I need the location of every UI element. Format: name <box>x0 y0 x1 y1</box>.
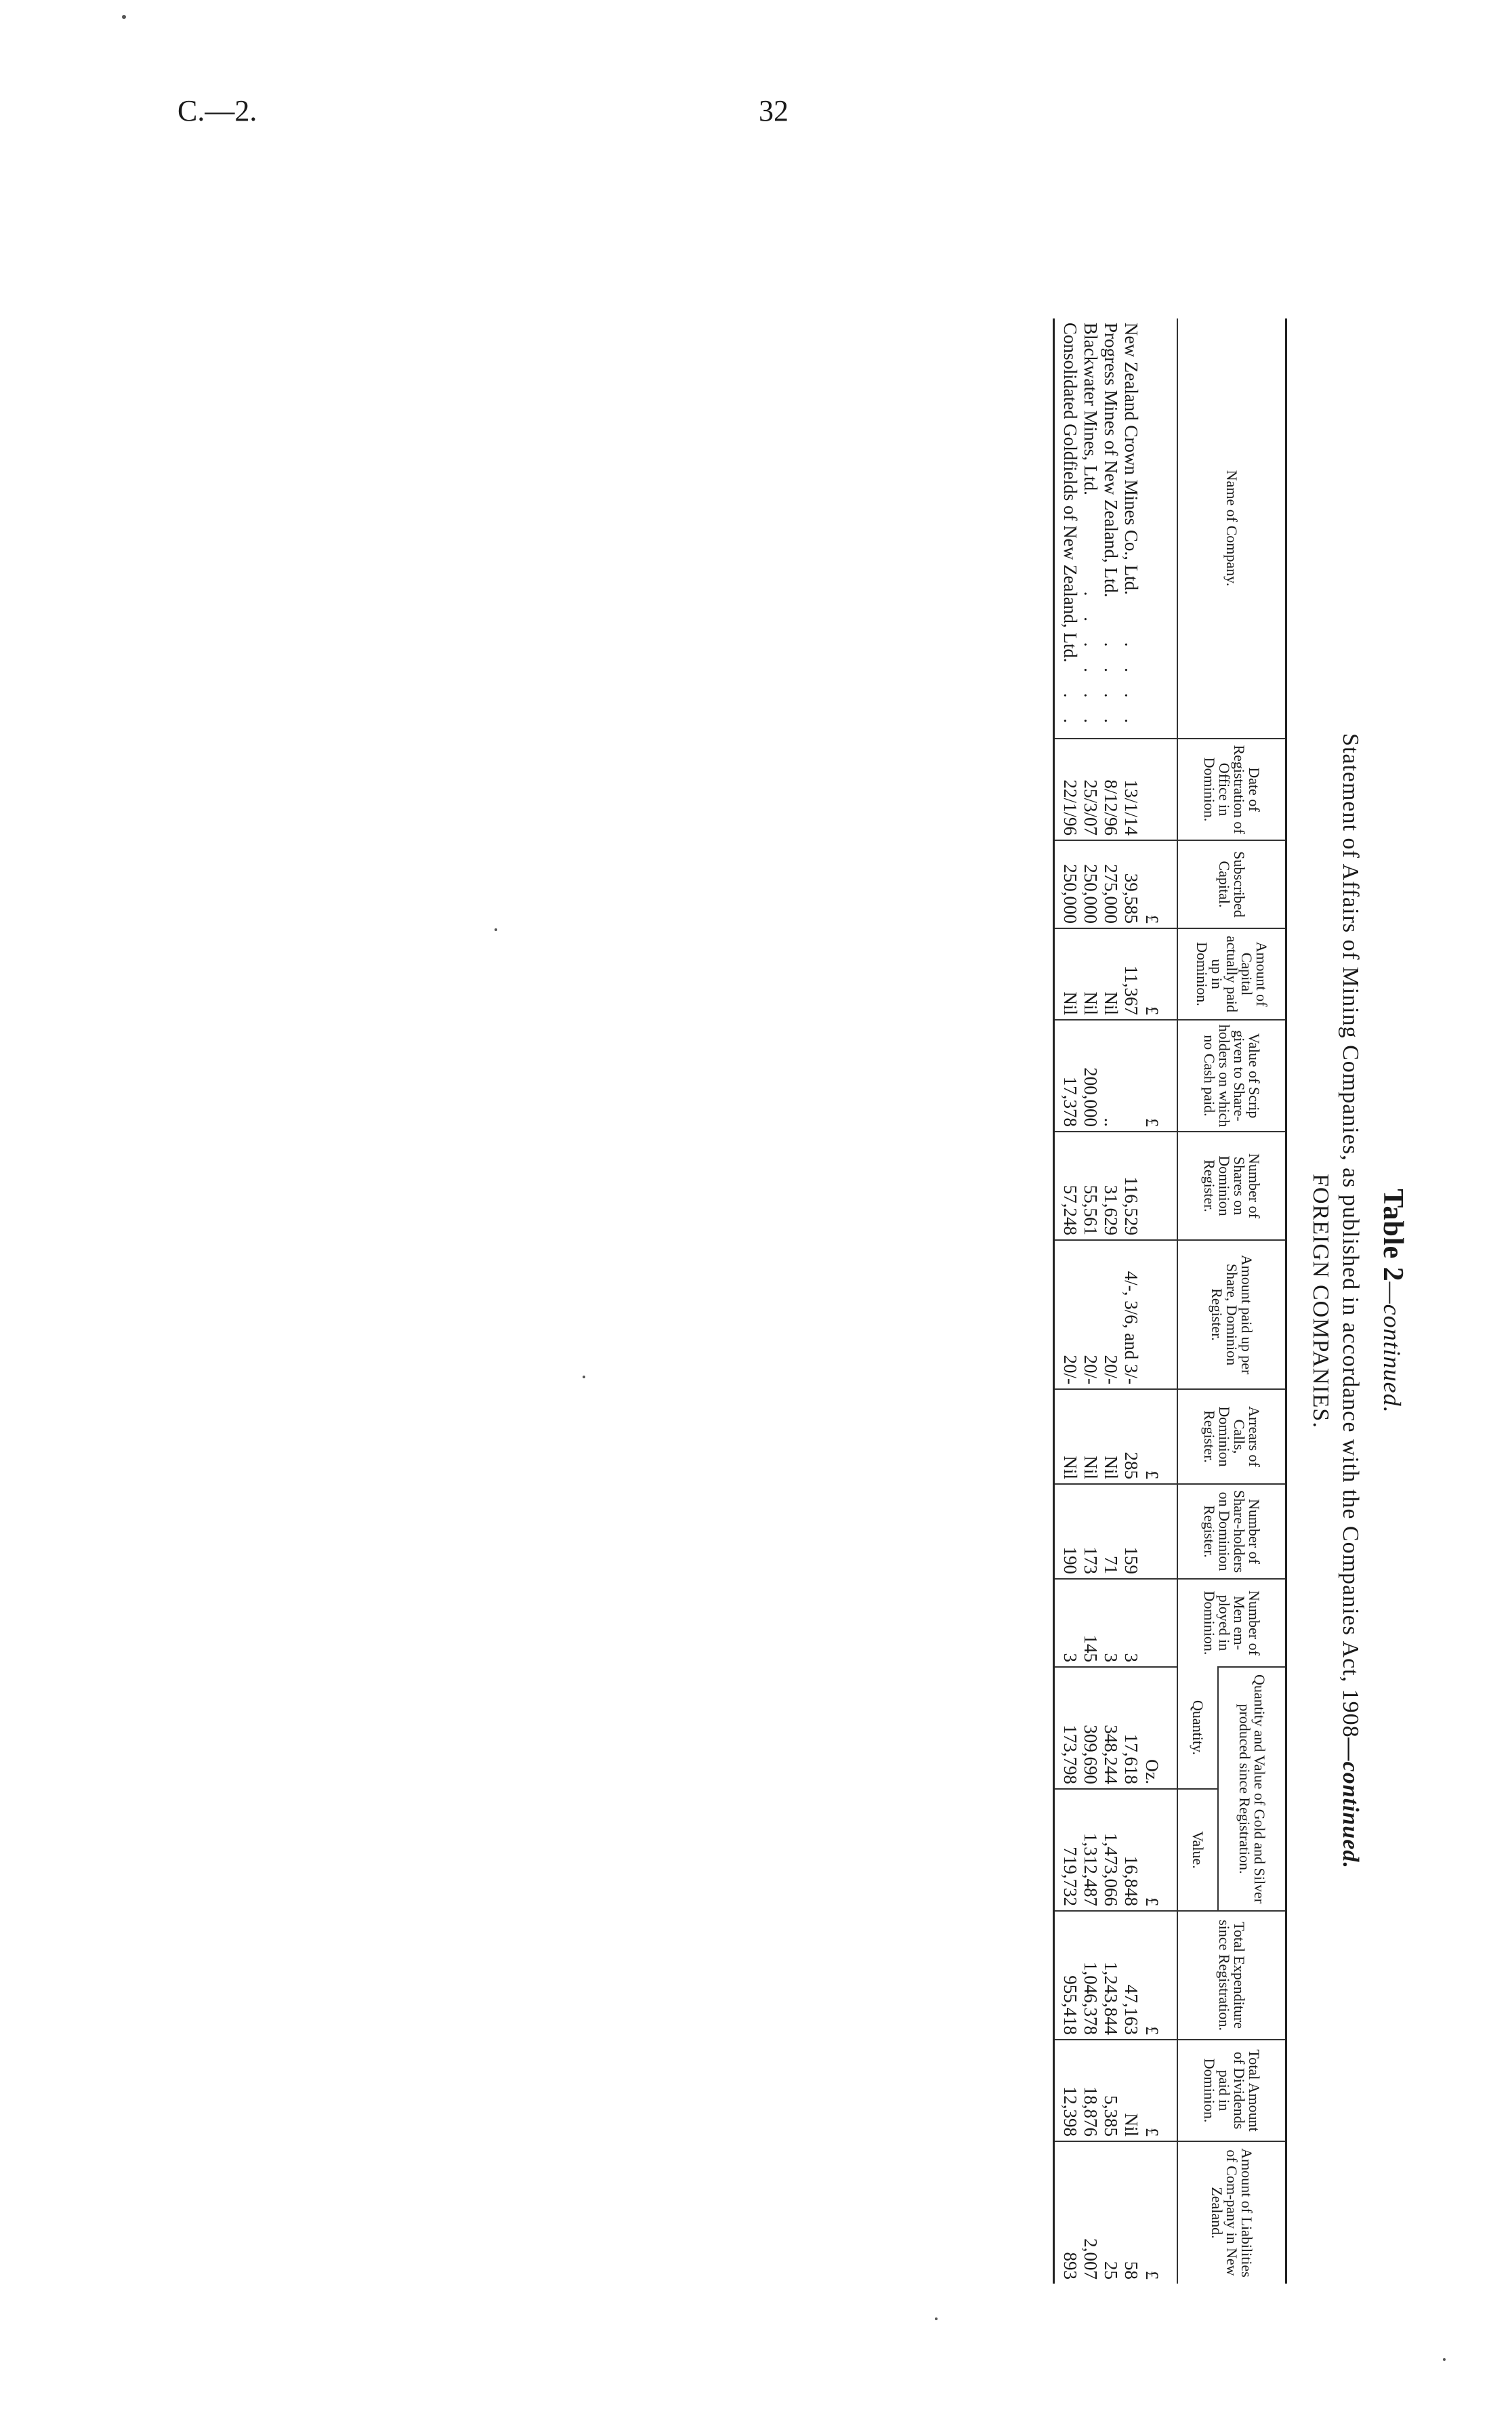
leader-dots: . . . . <box>1101 642 1122 731</box>
company-name <box>1054 318 1081 739</box>
scan-speck <box>583 1376 585 1378</box>
cell-men: 145 <box>1081 1579 1101 1667</box>
cell-date: 8/12/96 <box>1101 739 1122 840</box>
cell-scrip: 200,000 <box>1081 1020 1101 1132</box>
cell-shareholders: 190 <box>1054 1484 1081 1579</box>
leader-dots: . . . . . . <box>1080 591 1101 731</box>
cell-amount-per-share: 4/-, 3/6, and 3/- <box>1122 1240 1142 1389</box>
unit-cell: £ <box>1142 928 1178 1020</box>
company-name-text: Blackwater Mines, Ltd. <box>1080 323 1101 495</box>
unit-cell: £ <box>1142 1020 1178 1132</box>
company-name <box>1122 318 1142 739</box>
page-number: 32 <box>759 94 789 127</box>
cell-paid-up: Nil <box>1054 928 1081 1020</box>
cell-liabilities: 2,007 <box>1081 2141 1101 2284</box>
unit-cell: £ <box>1142 1789 1178 1911</box>
cell-quantity: 17,618 <box>1122 1667 1142 1789</box>
cell-scrip <box>1122 1020 1142 1132</box>
col-header-quantity: Quantity. <box>1178 1667 1219 1789</box>
cell-amount-per-share: 20/- <box>1101 1240 1122 1389</box>
cell-date: 25/3/07 <box>1081 739 1101 840</box>
table-row <box>1122 318 1142 2284</box>
scan-speck <box>935 2317 938 2320</box>
col-header-shares: Number of Shares on Dominion Register. <box>1178 1132 1286 1240</box>
scan-speck <box>1443 2358 1446 2361</box>
unit-cell <box>1142 1579 1178 1667</box>
cell-subscribed: 250,000 <box>1081 840 1101 928</box>
table-statement <box>1337 318 1363 2284</box>
statement-suffix: —continued. <box>1338 1737 1363 1869</box>
col-header-scrip: Value of Scrip given to Share-holders on which no Cash paid. <box>1178 1020 1286 1132</box>
col-header-gold-silver: Quantity and Value of Gold and Silver produced since Registration. <box>1219 1667 1286 1911</box>
unit-cell: £ <box>1142 1389 1178 1484</box>
cell-scrip: .. <box>1101 1020 1122 1132</box>
cell-shares: 31,629 <box>1101 1132 1122 1240</box>
leader-dots: . . . . <box>1121 642 1142 731</box>
cell-liabilities: 58 <box>1122 2141 1142 2284</box>
cell-shares: 57,248 <box>1054 1132 1081 1240</box>
company-name-text: New Zealand Crown Mines Co., Ltd. <box>1121 323 1142 595</box>
unit-cell <box>1142 1484 1178 1579</box>
cell-liabilities: 25 <box>1101 2141 1122 2284</box>
cell-men: 3 <box>1054 1579 1081 1667</box>
statement-text: Statement of Affairs of Mining Companies, as published in accordance with the Companies Act, 1908 <box>1338 733 1363 1738</box>
col-header-value: Value. <box>1178 1789 1219 1911</box>
col-header-name: Name of Company. <box>1178 318 1286 739</box>
table-row <box>1081 318 1101 2284</box>
cell-quantity: 348,244 <box>1101 1667 1122 1789</box>
cell-subscribed: 275,000 <box>1101 840 1122 928</box>
table-row <box>1054 318 1081 2284</box>
cell-expenditure: 1,243,844 <box>1101 1911 1122 2040</box>
unit-cell: £ <box>1142 2141 1178 2284</box>
cell-quantity: 173,798 <box>1054 1667 1081 1789</box>
cell-shares: 116,529 <box>1122 1132 1142 1240</box>
section-heading: FOREIGN COMPANIES. <box>1308 1174 1333 1428</box>
cell-expenditure: 955,418 <box>1054 1911 1081 2040</box>
unit-cell <box>1142 1132 1178 1240</box>
mining-companies-table <box>1053 318 1288 2284</box>
col-header-subscribed: Subscribed Capital. <box>1178 840 1286 928</box>
table-title <box>1377 318 1409 2284</box>
cell-quantity: 309,690 <box>1081 1667 1101 1789</box>
col-header-amount-per-share: Amount paid up per Share, Dominion Register. <box>1178 1240 1286 1389</box>
unit-cell: Oz. <box>1142 1667 1178 1789</box>
col-header-expenditure: Total Expenditure since Registration. <box>1178 1911 1286 2040</box>
cell-date: 13/1/14 <box>1122 739 1142 840</box>
unit-cell <box>1142 739 1178 840</box>
cell-amount-per-share: 20/- <box>1054 1240 1081 1389</box>
cell-paid-up: 11,367 <box>1122 928 1142 1020</box>
page-reference: C.—2. <box>177 94 257 127</box>
cell-subscribed: 39,585 <box>1122 840 1142 928</box>
cell-shares: 55,561 <box>1081 1132 1101 1240</box>
table-label: Table 2 <box>1377 1189 1408 1282</box>
scan-speck <box>495 928 497 931</box>
cell-subscribed: 250,000 <box>1054 840 1081 928</box>
unit-cell: £ <box>1142 2040 1178 2141</box>
unit-cell: £ <box>1142 840 1178 928</box>
leader-dots: . . <box>1060 693 1081 731</box>
col-header-paid-up: Amount of Capital actually paid up in Dominion. <box>1178 928 1286 1020</box>
company-name-text: Consolidated Goldfields of New Zealand, Ltd. <box>1060 323 1081 663</box>
col-header-shareholders: Number of Share-holders on Dominion Register. <box>1178 1484 1286 1579</box>
cell-arrears: 285 <box>1122 1389 1142 1484</box>
cell-liabilities: 893 <box>1054 2141 1081 2284</box>
col-header-liabilities: Amount of Liabilities of Com-pany in New Zealand. <box>1178 2141 1286 2284</box>
unit-cell: £ <box>1142 1911 1178 2040</box>
unit-cell <box>1142 318 1178 739</box>
cell-arrears: Nil <box>1081 1389 1101 1484</box>
company-name <box>1081 318 1101 739</box>
cell-dividends: Nil <box>1122 2040 1142 2141</box>
cell-date: 22/1/96 <box>1054 739 1081 840</box>
cell-paid-up: Nil <box>1081 928 1101 1020</box>
rotated-table-block <box>1053 318 1410 2284</box>
cell-dividends: 18,876 <box>1081 2040 1101 2141</box>
cell-scrip: 17,378 <box>1054 1020 1081 1132</box>
company-name-text: Progress Mines of New Zealand, Ltd. <box>1101 323 1122 598</box>
table-row <box>1101 318 1122 2284</box>
cell-value: 1,473,066 <box>1101 1789 1122 1911</box>
cell-dividends: 12,398 <box>1054 2040 1081 2141</box>
cell-value: 719,732 <box>1054 1789 1081 1911</box>
cell-shareholders: 159 <box>1122 1484 1142 1579</box>
cell-men: 3 <box>1101 1579 1122 1667</box>
cell-expenditure: 47,163 <box>1122 1911 1142 2040</box>
table-label-suffix: —continued. <box>1379 1281 1406 1414</box>
table-caption <box>1307 318 1409 2284</box>
cell-dividends: 5,385 <box>1101 2040 1122 2141</box>
col-header-date: Date of Registration of Office in Dominion. <box>1178 739 1286 840</box>
cell-expenditure: 1,046,378 <box>1081 1911 1101 2040</box>
units-row <box>1142 318 1178 2284</box>
scan-speck <box>122 15 126 19</box>
col-header-arrears: Arrears of Calls, Dominion Register. <box>1178 1389 1286 1484</box>
cell-amount-per-share: 20/- <box>1081 1240 1101 1389</box>
company-name <box>1101 318 1122 739</box>
col-header-men: Number of Men em-ployed in Dominion. <box>1178 1579 1286 1667</box>
cell-arrears: Nil <box>1101 1389 1122 1484</box>
cell-arrears: Nil <box>1054 1389 1081 1484</box>
cell-shareholders: 173 <box>1081 1484 1101 1579</box>
cell-shareholders: 71 <box>1101 1484 1122 1579</box>
col-header-dividends: Total Amount of Dividends paid in Dominion. <box>1178 2040 1286 2141</box>
cell-paid-up: Nil <box>1101 928 1122 1020</box>
cell-value: 16,848 <box>1122 1789 1142 1911</box>
cell-men: 3 <box>1122 1579 1142 1667</box>
cell-value: 1,312,487 <box>1081 1789 1101 1911</box>
unit-cell <box>1142 1240 1178 1389</box>
